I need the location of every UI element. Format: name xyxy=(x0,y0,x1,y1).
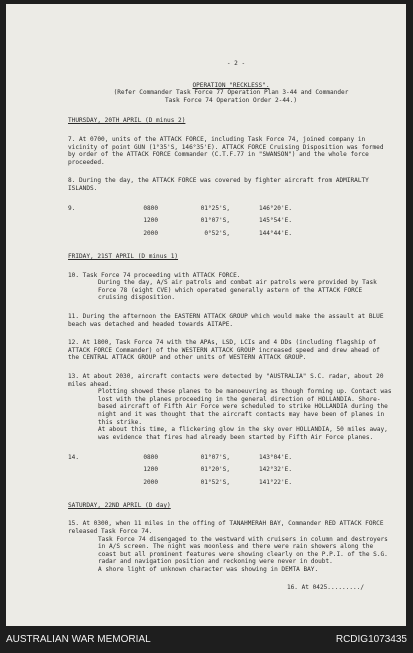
page-number: - 2 - xyxy=(226,60,246,67)
paragraph-11: 11. During the afternoon the EASTERN ATTACK GROUP which would make the assault at BLUE beach was detached and headed towards AITAPE. xyxy=(68,313,384,328)
operation-title: OPERATION "RECKLESS". xyxy=(192,81,270,89)
paragraph-15: 15. At 0300, when 11 miles in the offing of TANAHMERAH BAY, Commander RED ATTACK FORCE released Task Force 74. Task Force 74 disengaged to the westward with cruisers in column and destroyers in A/S screen. The night was moonless and there were rain showers along the coast but all prominent features were showing clearly on the P.P.I. of the S.G. radar and navigation position and reckoning were never in doubt. A shore light of unknown character was showing in DEMTA BAY. xyxy=(68,520,388,573)
paragraph-13: 13. At about 2030, aircraft contacts were detected by "AUSTRALIA" S.C. radar, about 20 miles ahead. Plotting showed these planes to be manoeuvring as though forming up. Contact was lost with the planes proceeding in the general direction of HOLLANDIA. Shore-based aircraft of Fifth Air Force were scheduled to strike HOLLANDIA during the night and it was thought that the aircraft contacts may have been of planes in this strike. At about this time, a flickering glow in the sky over HOLLANDIA, 50 miles away, was evidence that fires had already been started by Fifth Air Force planes. xyxy=(68,372,392,441)
continuation-footer: 16. At 0425........./ xyxy=(286,583,364,591)
table-row: 1200 01°20'S, 142°32'E. xyxy=(143,466,292,474)
archive-caption-bar xyxy=(0,626,413,653)
paragraph-8: 8. During the day, the ATTACK FORCE was covered by fighter aircraft from ADMIRALTY ISLANDS. xyxy=(68,177,369,192)
reference-line-2: Task Force 74 Operation Order 2-44.) xyxy=(164,96,298,104)
position-table-9 xyxy=(68,203,394,241)
reference-line-1: (Refer Commander Task Force 77 Operation Plan 3-44 and Commander xyxy=(113,89,349,97)
day-heading-saturday: SATURDAY, 22ND APRIL (D day) xyxy=(68,501,171,509)
table-row: 14. 0800 01°07'S, 143°04'E. xyxy=(68,453,292,461)
position-table-14 xyxy=(68,451,394,489)
paragraph-12: 12. At 1800, Task Force 74 with the APAs, LSD, LCIs and 4 DDs (including flagship of ATTACK FORCE Commander) of the WESTERN ATTACK GROUP increased speed and drew ahead of the CENTRAL ATTACK GROUP and other units of WESTERN ATTACK GROUP. xyxy=(68,339,380,362)
archive-name: AUSTRALIAN WAR MEMORIAL xyxy=(6,634,151,645)
day-heading-friday: FRIDAY, 21ST APRIL (D minus 1) xyxy=(68,253,179,261)
table-row: 1200 01°07'S, 145°54'E. xyxy=(143,217,292,225)
day-heading-thursday: THURSDAY, 20TH APRIL (D minus 2) xyxy=(68,117,186,125)
document-heading xyxy=(68,82,394,105)
table-row: 2000 0°52'S, 144°44'E. xyxy=(143,229,292,237)
record-id: RCDIG1073435 xyxy=(335,634,407,645)
table-row: 9. 0800 01°25'S, 146°20'E. xyxy=(68,204,292,212)
paragraph-7: 7. At 0700, units of the ATTACK FORCE, including Task Force 74, joined company in vicinity of point GUN (1°35'S, 146°35'E). ATTACK FORCE Cruising Disposition was formed by order of the ATTACK FORCE Commander (C.T.F.77 in "SWANSON") and the whole force proceeded. xyxy=(68,135,384,166)
document-page xyxy=(6,4,406,626)
paragraph-10: 10. Task Force 74 proceeding with ATTACK FORCE. During the day, A/S air patrols and combat air patrols were provided by Task Force 78 (eight CVE) which operated generally astern of the ATTACK FORCE cruising disposition. xyxy=(68,271,377,302)
paragraph-number: 9. xyxy=(68,204,76,212)
paragraph-number: 14. xyxy=(68,453,80,461)
table-row: 2000 01°52'S, 141°22'E. xyxy=(143,478,292,486)
